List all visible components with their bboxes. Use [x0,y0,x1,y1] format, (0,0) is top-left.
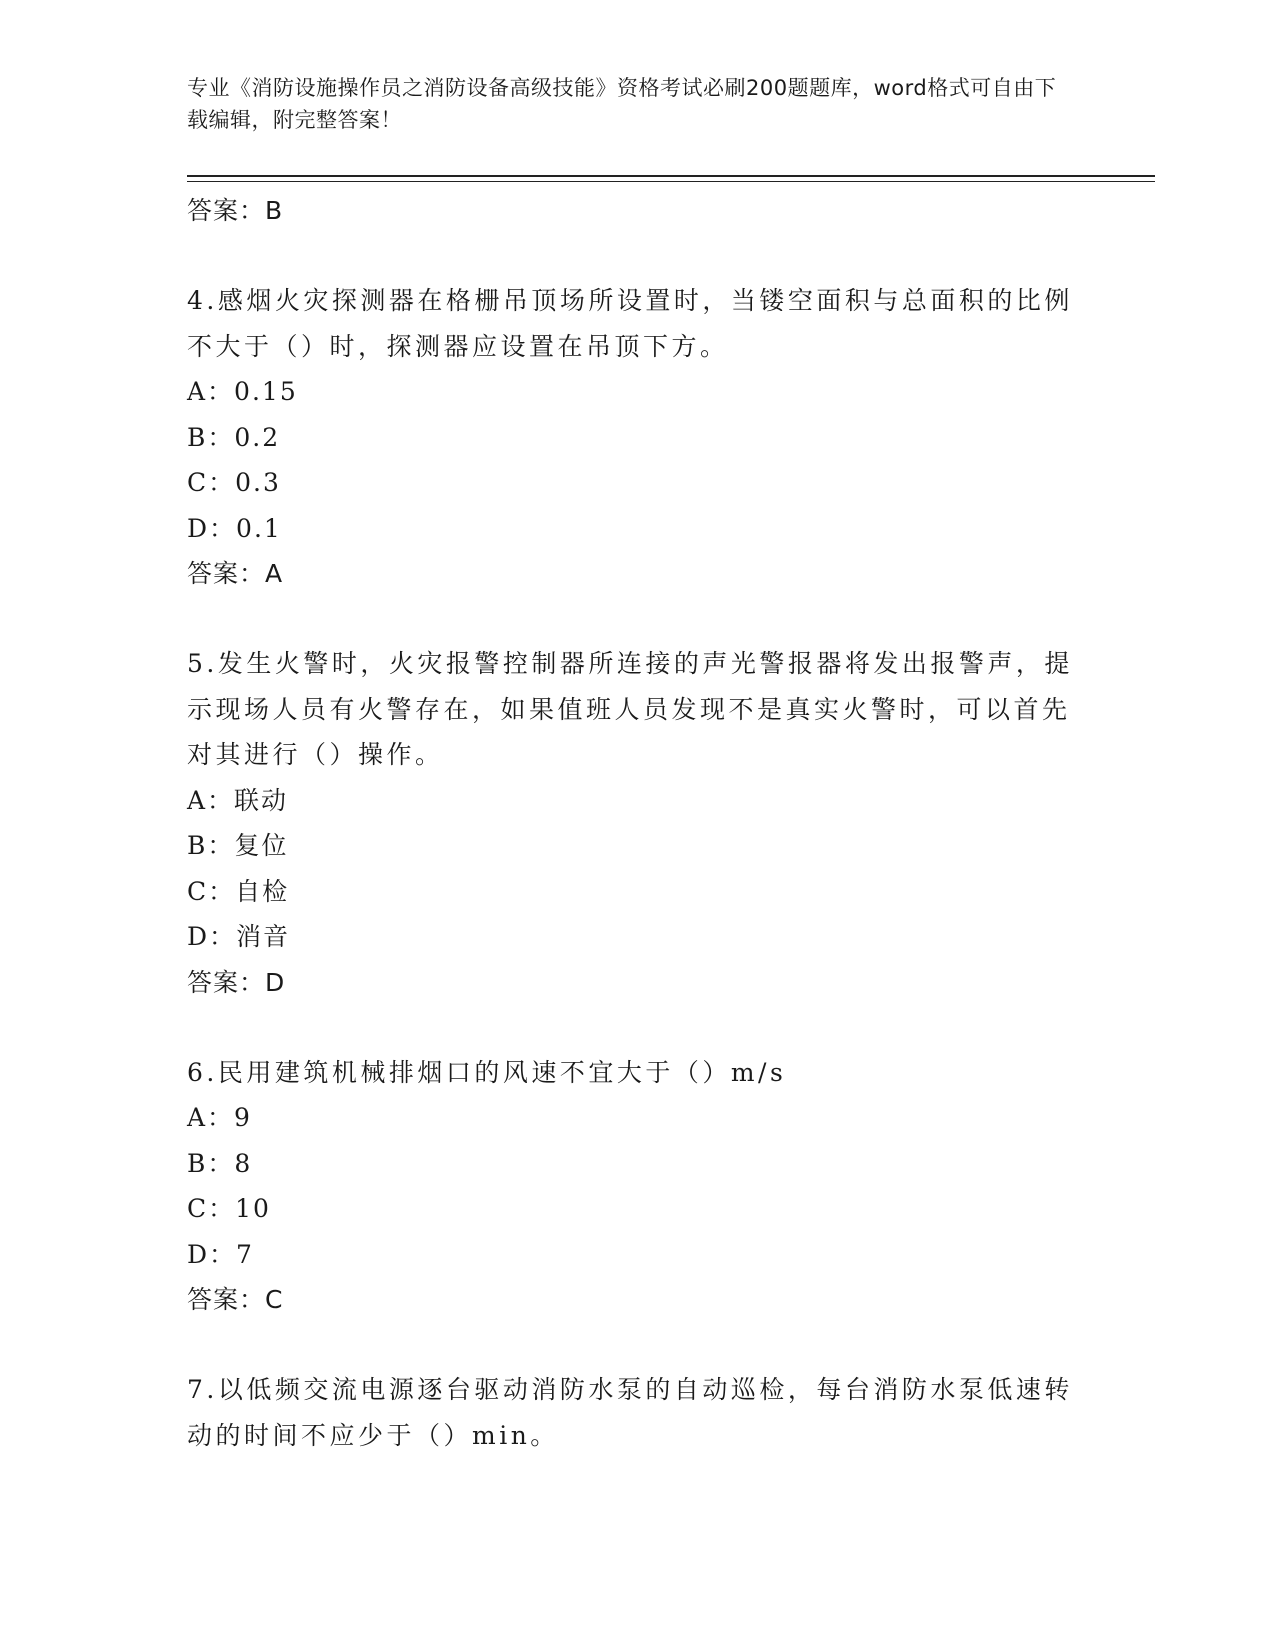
option-d: D：0.1 [187,513,282,543]
question-block [187,278,1087,597]
option-a: A：0.15 [187,377,298,406]
option-d: D：7 [187,1239,254,1269]
option-a: A：联动 [187,785,289,815]
answer-line: 答案：C [187,1285,284,1314]
question-list [187,188,1087,1458]
answer-line: 答案：B [187,196,284,225]
document-header: 专业《消防设施操作员之消防设备高级技能》资格考试必刷200题题库，word格式可自由下载编辑，附完整答案！ [187,76,1057,132]
option-c: C：10 [187,1194,271,1223]
option-b: B：复位 [187,831,289,860]
option-d: D：消音 [187,922,291,951]
question-text: 5.发生火警时，火灾报警控制器所连接的声光警报器将发出报警声，提示现场人员有火警存在，如果值班人员发现不是真实火警时，可以首先对其进行（）操作。 [187,649,1073,769]
option-b: B：8 [187,1148,253,1178]
answer-line: 答案：A [187,559,284,588]
question-block [187,1050,1087,1324]
option-a: A：9 [187,1103,252,1132]
header-divider-thick [187,175,1155,177]
question-text: 6.民用建筑机械排烟口的风速不宜大于（）m/s [187,1057,787,1087]
question-text: 7.以低频交流电源逐台驱动消防水泵的自动巡检，每台消防水泵低速转动的时间不应少于（）min。 [187,1375,1073,1450]
question-text: 4.感烟火灾探测器在格栅吊顶场所设置时，当镂空面积与总面积的比例不大于（）时，探测器应设置在吊顶下方。 [187,286,1073,361]
option-c: C：0.3 [187,468,281,497]
header-divider-thin [187,181,1155,182]
question-block [187,1367,1087,1458]
option-c: C：自检 [187,876,290,906]
question-block [187,641,1087,1006]
answer-line: 答案：D [187,967,286,997]
option-b: B：0.2 [187,422,281,452]
